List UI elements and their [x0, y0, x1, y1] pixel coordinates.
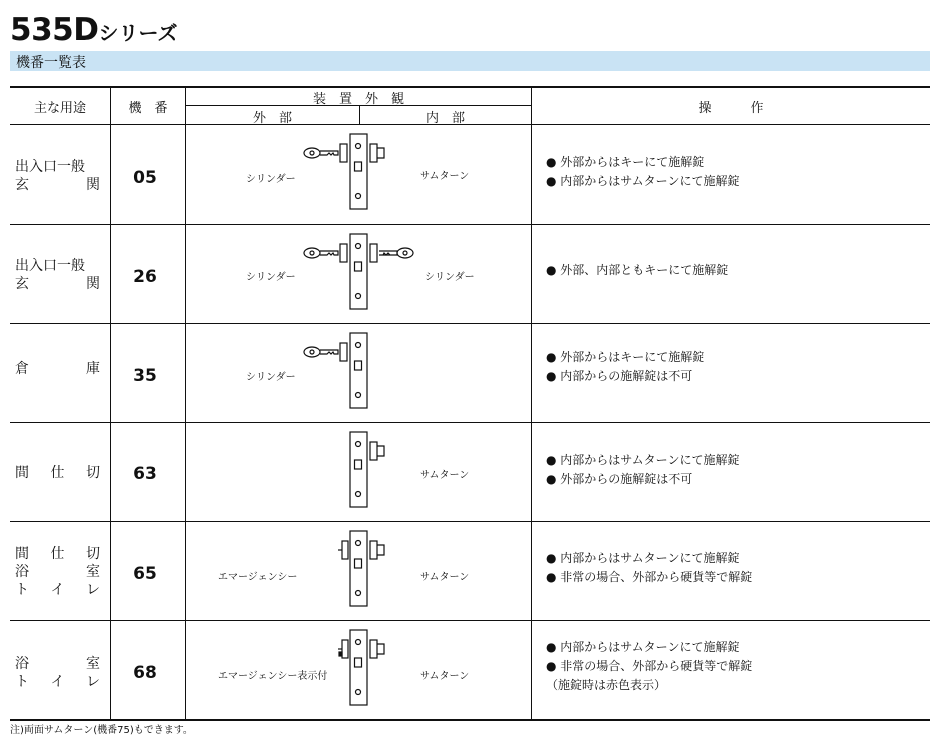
use-cell	[15, 545, 100, 599]
screw-icon	[356, 640, 361, 645]
model-number: 68	[133, 663, 157, 683]
lock-illustration-63	[300, 430, 400, 510]
operation-line: ● 外部からの施解錠は不可	[546, 472, 693, 486]
row-divider	[10, 620, 930, 621]
model-number: 26	[133, 267, 157, 287]
column-divider	[531, 87, 532, 720]
rose-icon	[340, 343, 347, 361]
key-icon	[304, 148, 338, 158]
screw-icon	[356, 442, 361, 447]
use-char: イ	[50, 674, 65, 690]
screw-icon	[356, 194, 361, 199]
use-line	[15, 655, 100, 673]
model-number: 65	[133, 564, 157, 584]
use-char: ト	[15, 582, 29, 598]
operation-line: ● 非常の場合、外部から硬貨等で解錠	[546, 570, 753, 584]
screw-icon	[356, 294, 361, 299]
rose-icon	[370, 244, 377, 262]
use-line	[15, 176, 100, 194]
use-cell	[15, 257, 100, 293]
operation-line: ● 外部からはキーにて施解錠	[546, 155, 705, 169]
use-char: 仕	[50, 465, 65, 481]
use-char: 間	[15, 465, 29, 481]
screw-icon	[356, 244, 361, 249]
inside-label: サムターン	[420, 470, 470, 481]
series-suffix: シリーズ	[98, 21, 178, 45]
key-icon	[304, 248, 338, 258]
lock-illustration-68	[300, 628, 400, 708]
inside-label: サムターン	[420, 671, 470, 682]
operation-cell	[546, 638, 752, 695]
column-header-use: 主な用途	[33, 101, 86, 116]
use-line: 出入口一般	[15, 159, 85, 175]
column-header-outside: 外 部	[252, 111, 292, 126]
operation-cell	[546, 451, 739, 489]
row-divider	[10, 224, 930, 225]
key-icon	[304, 347, 338, 357]
screw-icon	[356, 393, 361, 398]
operation-cell	[546, 348, 704, 386]
use-char: 室	[86, 656, 100, 672]
emergency-indicator-icon	[338, 640, 348, 658]
thumbturn-icon	[370, 442, 384, 460]
use-char: 浴	[15, 564, 29, 580]
use-char: 間	[15, 546, 29, 562]
use-char: 関	[86, 177, 100, 193]
use-line: 出入口一般	[15, 258, 85, 274]
latch-icon	[355, 460, 362, 469]
use-char: 室	[86, 564, 100, 580]
screw-icon	[356, 144, 361, 149]
use-char: ト	[15, 674, 29, 690]
use-cell	[15, 464, 100, 482]
operation-line: ● 内部からはサムターンにて施解錠	[546, 174, 740, 188]
column-divider	[185, 87, 186, 720]
model-number: 05	[133, 168, 157, 188]
model-number: 35	[133, 366, 157, 386]
series-code: 535D	[10, 12, 99, 48]
use-char: 庫	[86, 361, 100, 377]
lock-illustration-05	[300, 132, 400, 212]
thumbturn-icon	[370, 541, 384, 559]
outside-label: エマージェンシー表示付	[218, 671, 328, 682]
screw-icon	[356, 492, 361, 497]
thumbturn-icon	[370, 144, 384, 162]
emergency-release-icon	[338, 541, 348, 559]
use-char: 切	[86, 546, 100, 562]
screw-icon	[356, 591, 361, 596]
footnote: 注)両面サムターン(機番75)もできます。	[10, 725, 193, 736]
model-number: 63	[133, 464, 157, 484]
inside-label: シリンダー	[425, 272, 475, 283]
column-header-appearance: 装 置 外 観	[312, 92, 404, 107]
screw-icon	[356, 690, 361, 695]
use-cell	[15, 158, 100, 194]
use-cell	[15, 655, 100, 691]
outside-label: エマージェンシー	[218, 572, 298, 583]
latch-icon	[355, 559, 362, 568]
use-cell	[15, 360, 100, 378]
use-char: レ	[86, 674, 100, 690]
use-line	[15, 360, 100, 378]
column-header-number: 機 番	[128, 101, 168, 116]
use-line	[15, 563, 100, 581]
row-divider	[10, 422, 930, 423]
column-header-operation: 操 作	[698, 101, 764, 116]
column-header-inside: 内 部	[425, 111, 465, 126]
operation-line: ● 内部からはサムターンにて施解錠	[546, 453, 740, 467]
row-divider	[10, 323, 930, 324]
operation-cell	[546, 153, 739, 191]
rose-icon	[340, 244, 347, 262]
use-line	[15, 545, 100, 563]
operation-line: ● 内部からはサムターンにて施解錠	[546, 551, 740, 565]
use-line	[15, 581, 100, 599]
outside-label: シリンダー	[246, 174, 296, 185]
operation-cell	[546, 549, 752, 587]
use-char: 倉	[15, 361, 29, 377]
operation-line: ● 内部からはサムターンにて施解錠	[546, 640, 740, 654]
outside-label: シリンダー	[246, 272, 296, 283]
latch-icon	[355, 658, 362, 667]
page-title	[10, 12, 177, 48]
operation-line: ● 非常の場合、外部から硬貨等で解錠	[546, 659, 753, 673]
lock-illustration-35	[300, 331, 400, 411]
operation-line: （施錠時は赤色表示）	[546, 678, 667, 692]
latch-icon	[355, 262, 362, 271]
inside-label: サムターン	[420, 171, 470, 182]
operation-line: ● 外部からはキーにて施解錠	[546, 350, 705, 364]
latch-icon	[355, 361, 362, 370]
outside-label: シリンダー	[246, 372, 296, 383]
row-divider	[10, 521, 930, 522]
operation-cell	[546, 261, 728, 280]
section-band	[10, 51, 930, 71]
use-line	[15, 673, 100, 691]
use-char: 切	[86, 465, 100, 481]
use-char: レ	[86, 582, 100, 598]
use-line	[15, 275, 100, 293]
rose-icon	[340, 144, 347, 162]
latch-icon	[355, 162, 362, 171]
screw-icon	[356, 541, 361, 546]
operation-line: ● 内部からの施解錠は不可	[546, 369, 693, 383]
inside-label: サムターン	[420, 572, 470, 583]
use-char: 関	[86, 276, 100, 292]
use-char: 仕	[50, 546, 65, 562]
use-char: 浴	[15, 656, 29, 672]
key-icon	[379, 248, 413, 258]
use-char: 玄	[15, 276, 29, 292]
lock-illustration-26	[300, 232, 430, 312]
use-line	[15, 464, 100, 482]
section-title: 機番一覧表	[16, 55, 86, 71]
operation-line: ● 外部、内部ともキーにて施解錠	[546, 263, 729, 277]
thumbturn-icon	[370, 640, 384, 658]
screw-icon	[356, 343, 361, 348]
lock-illustration-65	[300, 529, 400, 609]
use-char: 玄	[15, 177, 29, 193]
use-char: イ	[50, 582, 65, 598]
